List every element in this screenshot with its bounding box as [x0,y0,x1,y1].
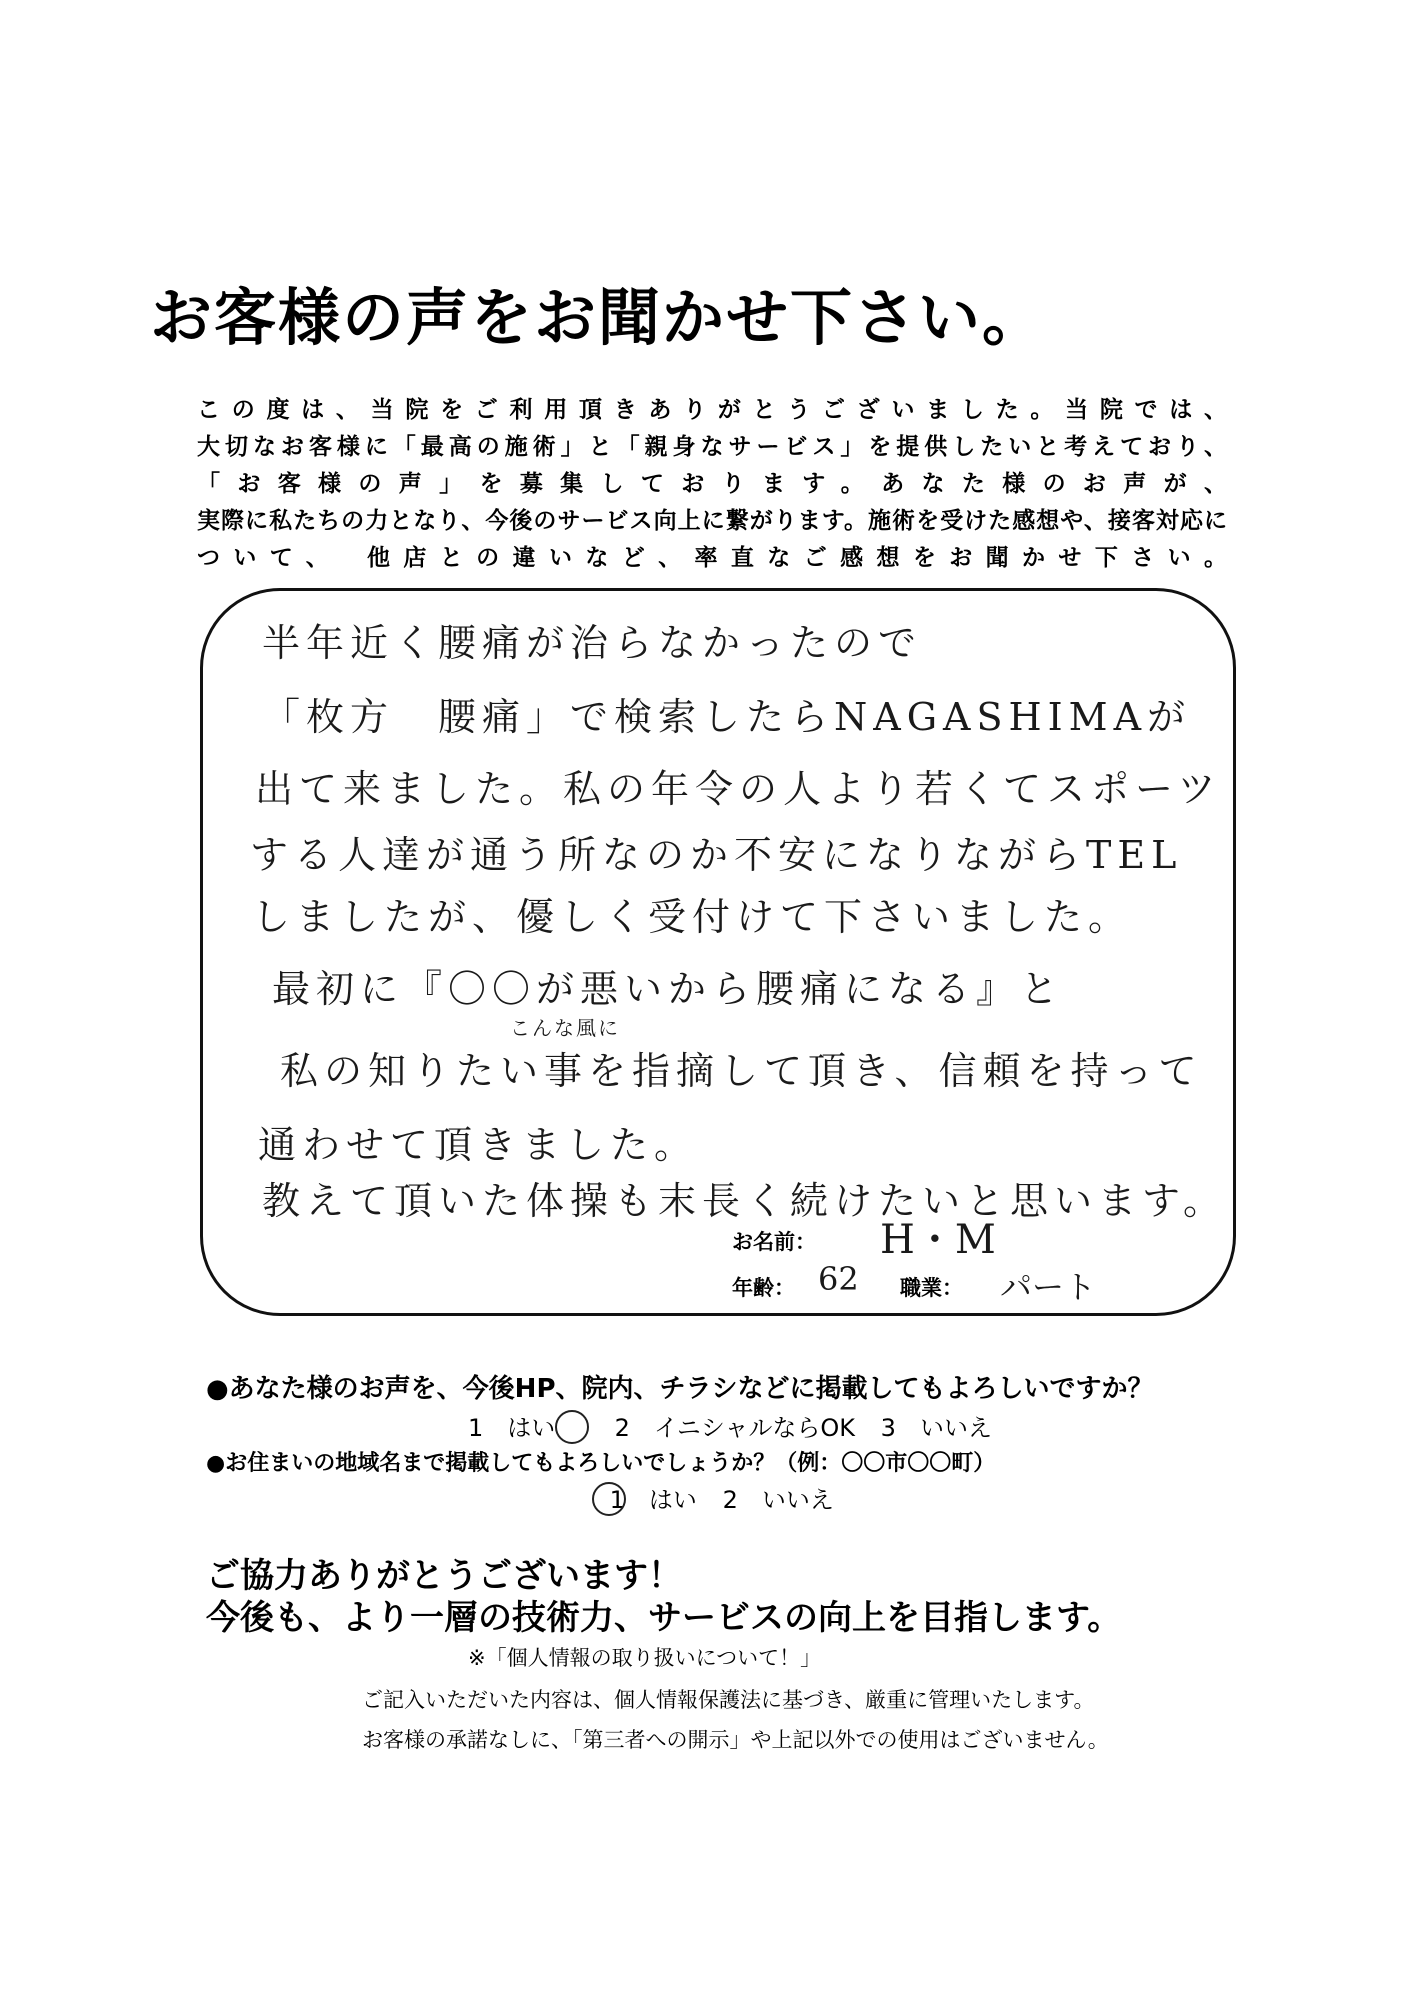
question-area-options [596,1480,852,1518]
intro-line: 実際に私たちの力となり、今後のサービス向上に繋がります。施術を受けた感想や、接客対応に [197,508,1227,534]
privacy-line: お客様の承諾なしに、「第三者への開示」や上記以外での使用はございません。 [362,1728,1109,1752]
page-title: お客様の声をお聞かせ下さい。 [150,281,1047,354]
question-area: ●お住まいの地域名まで掲載してもよろしいでしょうか？（例：〇〇市〇〇町） [206,1451,996,1476]
option-yes[interactable]: 1 はい [468,1414,556,1442]
comment-line: 出て来ました。私の年令の人より若くてスポーツ [255,767,1222,811]
intro-paragraph [197,392,1227,577]
option-initials-ok[interactable]: 2 イニシャルならOK [614,1414,856,1442]
comment-line: 通わせて頂きました。 [258,1123,699,1167]
question-publish: ●あなた様のお声を、今後HP、院内、チラシなどに掲載してもよろしいですか？ [206,1374,1154,1404]
comment-line: 私の知りたい事を指摘して頂き、信頼を持って [280,1049,1203,1093]
job-label: 職業： [900,1276,963,1300]
comment-line: しましたが、優しく受付けて下さいました。 [252,895,1133,939]
comment-line: する人達が通う所なのか不安になりながらTEL [250,833,1183,877]
comment-line: 半年近く腰痛が治らなかったので [262,621,923,665]
selected-circle-mark [592,1482,626,1516]
intro-line: 大切なお客様に「最高の施術」と「親身なサービス」を提供したいと考えており、 [197,434,1227,460]
intro-line: 「お客様の声」を募集しております。あなた様のお声が、 [197,471,1227,497]
name-value: H・M [880,1217,996,1263]
intro-line: ついて、 他店との違いなど、率直なご感想をお聞かせ下さい。 [197,545,1227,571]
privacy-heading: ※「個人情報の取り扱いについて！」 [468,1646,822,1670]
comment-line: 「枚方 腰痛」で検索したらNAGASHIMAが [262,695,1192,739]
age-value: 62 [818,1260,859,1298]
thanks-line: 今後も、より一層の技術力、サービスの向上を目指します。 [206,1598,1122,1638]
comment-line: 最初に『〇〇が悪いから腰痛になる』と [272,967,1065,1011]
thanks-line: ご協力ありがとうございます！ [206,1556,682,1596]
job-value: パート [1000,1268,1097,1306]
intro-line: この度は、当院をご利用頂きありがとうございました。当院では、 [197,397,1227,423]
comment-line: 教えて頂いた体操も末長く続けたいと思います。 [262,1179,1227,1223]
age-label: 年齢： [732,1276,795,1300]
option-no[interactable]: 3 いいえ [880,1414,992,1442]
selected-circle-mark [555,1410,589,1444]
option-yes[interactable]: 1 はい [609,1486,697,1514]
option-no[interactable]: 2 いいえ [722,1486,834,1514]
privacy-line: ご記入いただいた内容は、個人情報保護法に基づき、厳重に管理いたします。 [362,1688,1095,1712]
question-publish-options [468,1408,1010,1446]
name-label: お名前： [732,1230,816,1254]
comment-insertion: こんな風に [510,1016,620,1040]
